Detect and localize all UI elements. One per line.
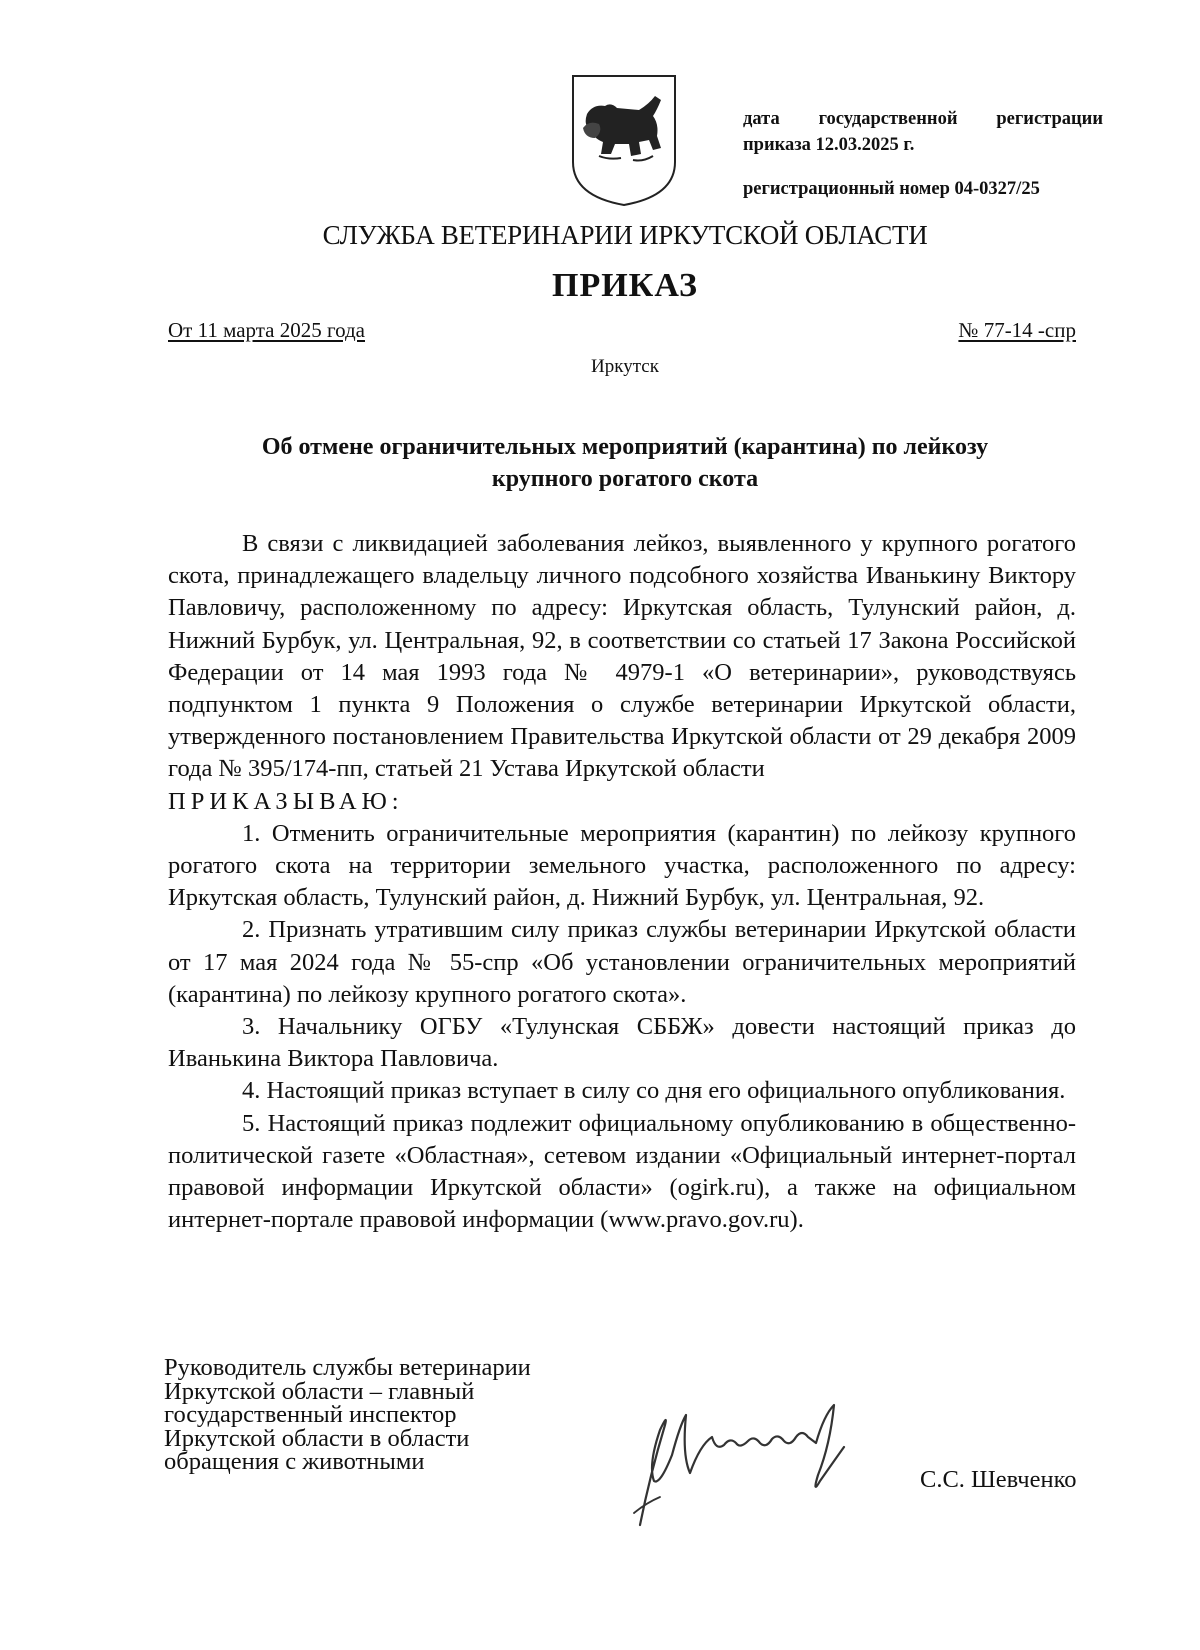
signatory-position-line: государственный инспектор (164, 1401, 457, 1428)
document-type: ПРИКАЗ (552, 267, 698, 304)
signatory-position-line: обращения с животными (164, 1448, 425, 1475)
order-item: 1. Отменить ограничительные мероприятия (карантин) по лейкозу крупного рогатого скота на территории земельного участка, расположенного по адресу: Иркутская область, Тулунский район, д. Нижний Бурбук, ул. Центральная, 92. (168, 819, 1076, 912)
order-number: № 77-14 -спр (958, 318, 1076, 342)
signatory-position-line: Иркутской области – главный (164, 1377, 475, 1405)
order-title-line: крупного рогатого скота (491, 466, 759, 492)
order-item: 4. Настоящий приказ вступает в силу со дня его официального опубликования. (242, 1077, 1066, 1105)
order-word: ПРИКАЗЫВАЮ: (168, 787, 404, 815)
signatory-position-line: Руководитель службы ветеринарии (164, 1354, 531, 1381)
signer-name: С.С. Шевченко (920, 1466, 1077, 1493)
order-title-line: Об отмене ограничительных мероприятий (карантина) по лейкозу (261, 434, 989, 460)
signatory-position-line: Иркутской области в области (164, 1424, 470, 1452)
registration-date: приказа 12.03.2025 г. (743, 135, 915, 155)
date-number-row (168, 318, 1076, 343)
coat-of-arms-icon (569, 74, 679, 207)
order-item: 5. Настоящий приказ подлежит официальному опубликованию в общественно-политической газете «Областная», сетевом издании «Официальный интернет-портал правовой информации Иркутской области» (ogirk.ru), а также на официальном интернет-портале правовой информации (www.pravo.gov.ru). (168, 1109, 1076, 1234)
preamble: В связи с ликвидацией заболевания лейкоз, выявленного у крупного рогатого скота, принадлежащего владельцу личного подсобного хозяйства Иванькину Виктору Павловичу, расположенному по адресу: Иркутская область, Тулунский район, д. Нижний Бурбук, ул. Центральная, 92, в соответствии со статьей 17 Закона Российской Федерации от 14 мая 1993 года № 4979-1 «О ветеринарии», руководствуясь подпунктом 1 пункта 9 Положения о службе ветеринарии Иркутской области, утвержденного постановлением Правительства Иркутской области от 29 декабря 2009 года № 395/174-пп, статьей 21 Устава Иркутской области (168, 530, 1076, 783)
city: Иркутск (591, 356, 659, 377)
registration-number: регистрационный номер 04-0327/25 (743, 179, 1040, 199)
handwritten-signature-icon (620, 1385, 870, 1535)
order-item: 2. Признать утратившим силу приказ службы ветеринарии Иркутской области от 17 мая 2024 года № 55-спр «Об установлении ограничительных мероприятий (карантина) по лейкозу крупного рогатого скота». (168, 916, 1076, 1008)
signatory-position (164, 1356, 604, 1474)
registration-date-label: дата государственной регистрации (743, 109, 1103, 129)
order-body (168, 528, 1076, 1236)
order-date: От 11 марта 2025 года (168, 318, 365, 342)
agency-name: СЛУЖБА ВЕТЕРИНАРИИ ИРКУТСКОЙ ОБЛАСТИ (322, 220, 928, 250)
order-title (150, 431, 1100, 495)
registration-block (743, 106, 1103, 202)
order-item: 3. Начальнику ОГБУ «Тулунская СББЖ» довести настоящий приказ до Иванькина Виктора Павловича. (168, 1013, 1076, 1073)
